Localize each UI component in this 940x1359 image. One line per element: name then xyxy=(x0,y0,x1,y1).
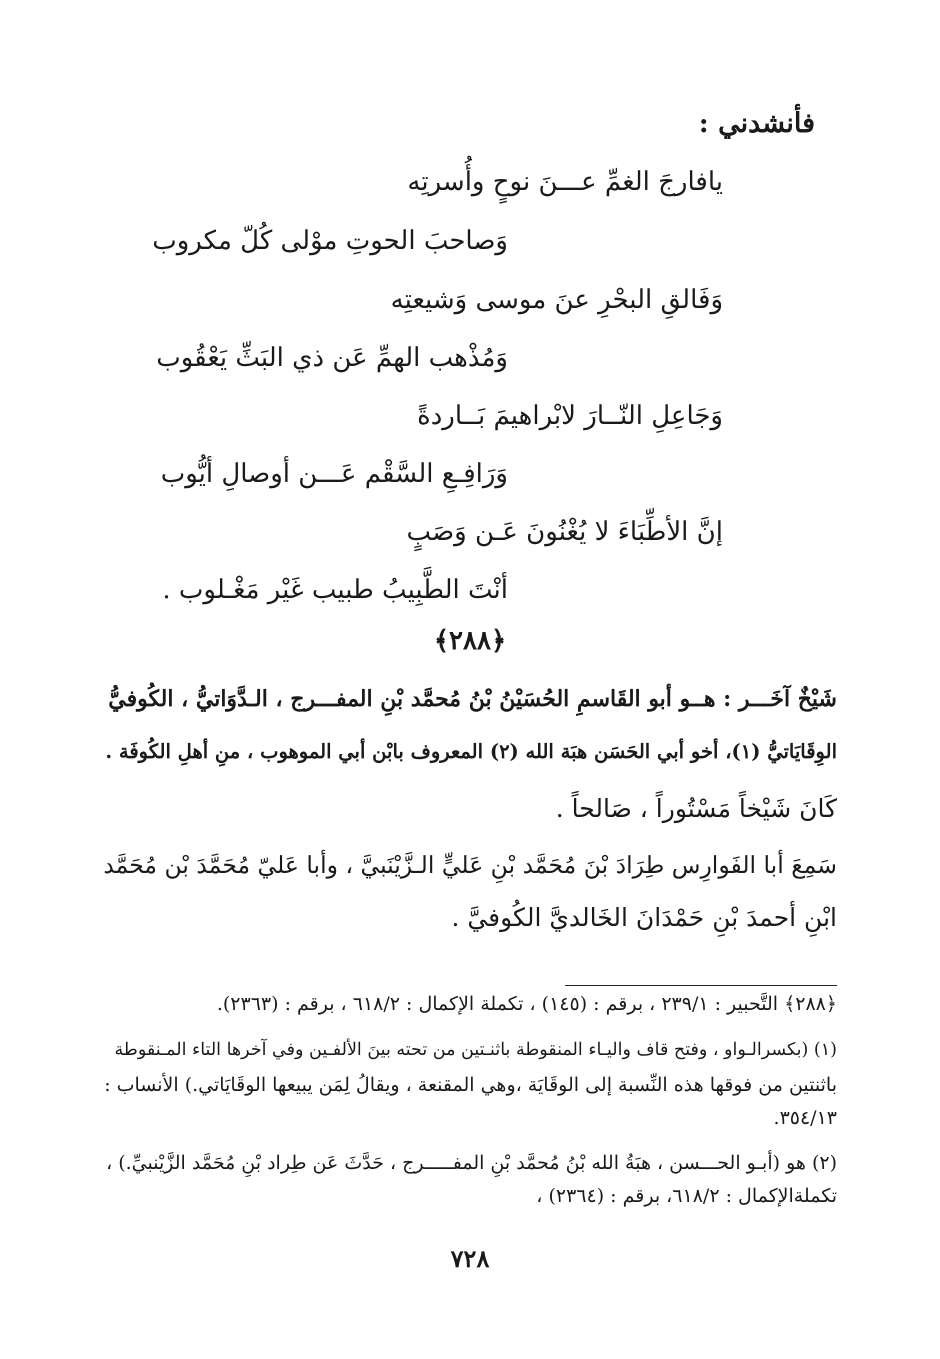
footnote-divider xyxy=(565,985,837,986)
paragraph-line-4: سَمِعَ أبا الفَوارِس طِرَادَ بْنَ مُحَمَّد بْنِ عَليٍّ الـزَّيْنَبيَّ ، وأبا عَليّ مُحَمَّدَ بْن مُحَمَّد xyxy=(103,851,837,879)
footnote-line-1: ﴿٢٨٨﴾ التَّحبير : ٢٣٩/١ ، برقم : (١٤٥) ، تكملة الإكمال : ٦١٨/٢ ، برقم : (٢٣٦٣). xyxy=(216,993,837,1015)
poem-verse-1: يافارجَ الغمِّ عـــنَ نوحٍ وأُسرتِه xyxy=(407,167,723,197)
paragraph-line-5: ابْنِ أحمدَ بْنِ حَمْدَانَ الخَالديَّ الكُوفيَّ . xyxy=(451,903,837,932)
footnote-line-3: باثنتين من فوقها هذه النِّسبة إلى الوقَايَة ،وهي المقنعة ، ويقالُ لِمَن يبيعها الوقَايَاتي.) الأنساب : xyxy=(104,1074,837,1096)
footnote-line-6: تكملةالإكمال : ٦١٨/٢، برقم : (٢٣٦٤) ، xyxy=(536,1185,837,1207)
poem-verse-2: وَصاحبَ الحوتِ موْلى كُلّ مكروب xyxy=(152,226,508,256)
entry-number: ﴿٢٨٨﴾ xyxy=(433,626,507,656)
poem-verse-7: إنَّ الأطِّبَاءَ لا يُغْنُونَ عَـن وَصَبٍ xyxy=(406,517,723,547)
footnote-line-5: (٢) هو (أبـو الحـــسن ، هبَةُ الله بْنُ مُحمَّد بْنِ المفـــــرج ، حَدَّثَ عَن طِراد بْنِ مُحَمَّد الزَّيْنبيِّ.) ، xyxy=(106,1152,837,1174)
footnote-line-4: ٣٥٤/١٣. xyxy=(773,1107,837,1129)
footnote-line-2: (١) (بكسرالـواو ، وفتح قاف واليـاء المنقوطة باثنـتين من تحته بينَ الألفـين وفي آخرها التاء المـنقوطة xyxy=(114,1040,837,1060)
poem-verse-5: وَجَاعِلِ النّــارَ لابْراهيمَ بَــاردةً xyxy=(417,401,723,431)
poem-verse-4: وَمُذْهب الهمِّ عَن ذي البَثِّ يَعْقُوب xyxy=(156,343,508,373)
paragraph-line-2: الوِقَايَاتيُّ (١)، أخو أبي الحَسَن هبَة الله (٢) المعروف بابْن أبي الموهوب ، منِ أهلِ الكُوفَة . xyxy=(105,740,837,763)
page-number: ٧٢٨ xyxy=(450,1244,490,1273)
poem-verse-3: وَفَالقِ البحْرِ عنَ موسى وَشيعتِه xyxy=(390,285,723,315)
paragraph-line-3: كَانَ شَيْخاً مَسْتُوراً ، صَالحاً . xyxy=(555,794,837,823)
paragraph-line-1: شَيْخٌ آخَـــر : هــو أبو القَاسمِ الحُسَيْنُ بْنُ مُحمَّد بْنِ المفـــرج ، الـدَّوَاتيُّ ، الكُوفيُّ xyxy=(108,686,837,712)
poem-verse-8: أنْتَ الطَّبِيبُ طبيب غَيْر مَغْـلوب . xyxy=(162,575,508,605)
poem-verse-6: وَرَافِـعِ السَّقْم عَـــن أوصالِ أيُّوب xyxy=(160,459,508,489)
intro-heading: فأنشدني : xyxy=(698,108,815,139)
